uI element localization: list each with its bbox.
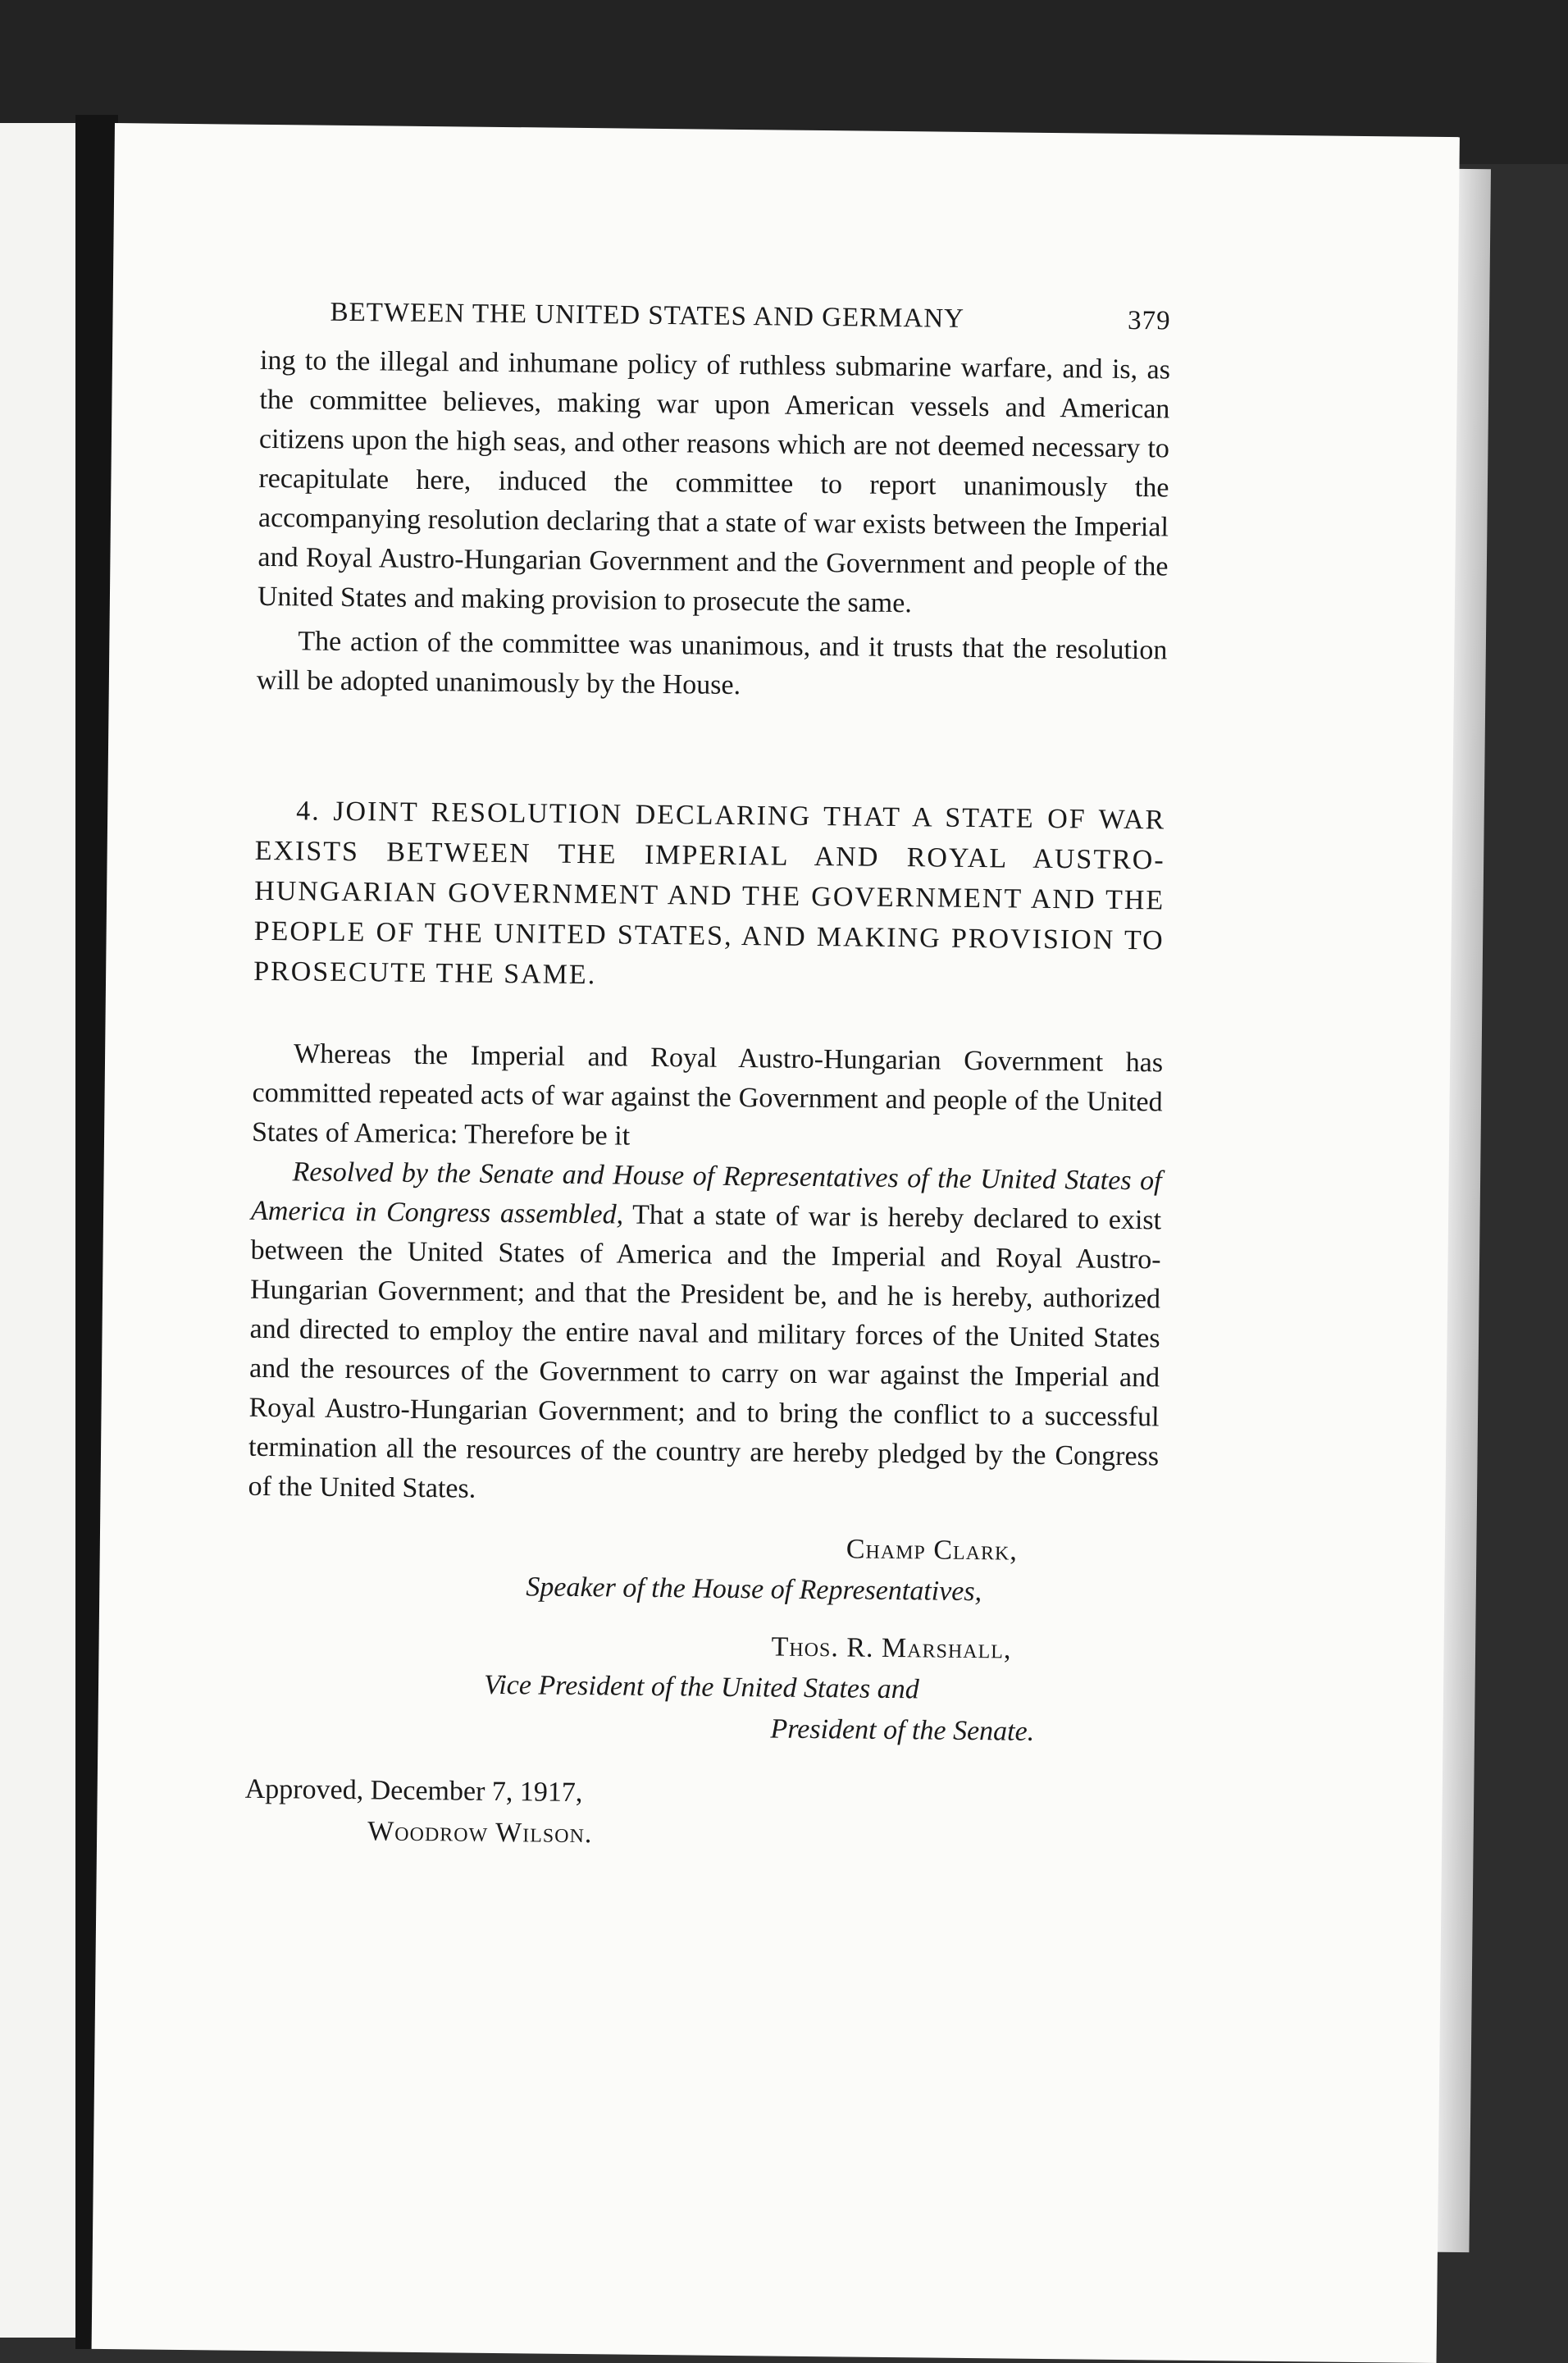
president-signature: Woodrow Wilson.: [367, 1816, 593, 1850]
section-heading: 4. JOINT RESOLUTION DECLARING THAT A STATE OF WAR EXISTS BETWEEN THE IMPERIAL AND ROYAL AUSTRO-HUNGARIAN GOVERNMENT AND THE GOVERNMENT AND THE PEOPLE OF THE UNITED STATES, AND MAKING PROVISION TO PROSECUTE THE SAME.: [253, 796, 1166, 991]
vice-president-name: Thos. R. Marshall,: [771, 1631, 1012, 1665]
vice-president-signature: [245, 1622, 1157, 1754]
page-text-block: [244, 297, 1171, 1861]
running-title: BETWEEN THE UNITED STATES AND GERMANY: [330, 297, 965, 334]
vice-president-title: Vice President of the United States and: [483, 1669, 919, 1705]
approval-block: [244, 1769, 1155, 1861]
committee-action-paragraph: The action of the committee was unanimous, and it trusts that the resolution will be adopted unanimously by the House.: [256, 626, 1168, 701]
whereas-clause: Whereas the Imperial and Royal Austro-Hungarian Government has committed repeated acts of war against the Government and people of the United States of America: Therefore be it: [251, 1038, 1164, 1152]
page-number: 379: [1127, 305, 1171, 336]
approval-date: Approved, December 7, 1917,: [244, 1773, 583, 1809]
speaker-name: Champ Clark,: [846, 1534, 1019, 1567]
resolution-text: That a state of war is hereby declared to exist between the United States of America and the Imperial and Royal Austro-Hungarian Government; and that the President be, and he is hereby, authorized and directed to employ the entire naval and military forces of the United States and the resources of the Government to carry on war against the Imperial and Royal Austro-Hungarian Government; and to bring the conflict to a successful termination all the resources of the country are hereby pledged by the Congress of the United States.: [248, 1199, 1162, 1504]
resolved-clause: [248, 1152, 1161, 1517]
continuation-paragraph: ing to the illegal and inhumane policy of ruthless submarine warfare, and is, as the committee believes, making war upon American vessels and American citizens upon the high seas, and other reasons which are not deemed necessary to recapitulate here, induced the committee to report unanimously the accompanying resolution declaring that a state of war exists between the Imperial and Royal Austro-Hungarian Government and the Government and people of the United States and making provision to prosecute the same.: [257, 344, 1171, 619]
senate-president-title: President of the Senate.: [770, 1713, 1035, 1747]
speaker-signature: [247, 1523, 1158, 1615]
enacting-formula: Resolved by the Senate and House of Representatives of the United States of America in Congress assembled,: [250, 1156, 1162, 1230]
speaker-title: Speaker of the House of Representatives,: [526, 1572, 982, 1608]
book-page: [92, 123, 1460, 2363]
facing-page-edge: [0, 123, 82, 2338]
